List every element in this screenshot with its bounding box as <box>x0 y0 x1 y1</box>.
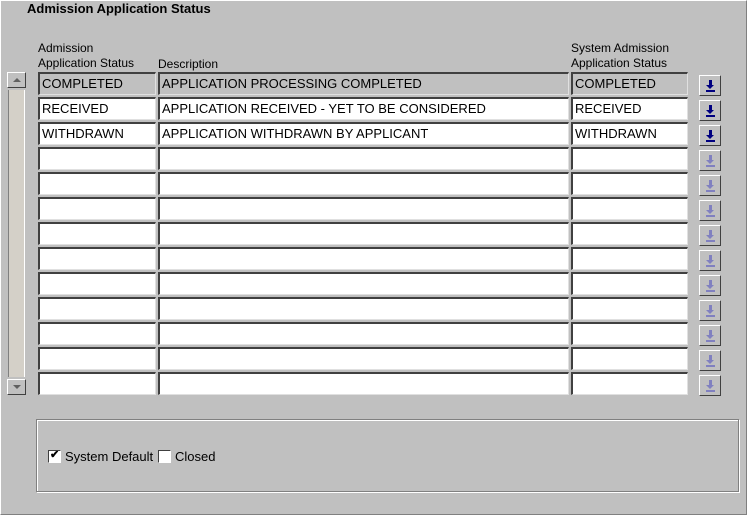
column-header-system-status <box>571 41 669 71</box>
system-status-field[interactable]: WITHDRAWN <box>571 122 688 145</box>
row-action-button[interactable] <box>699 200 721 221</box>
row-action-button[interactable] <box>699 300 721 321</box>
table-row <box>0 347 747 371</box>
checkbox-box[interactable] <box>48 450 61 463</box>
header-line: Admission <box>38 41 94 55</box>
down-arrow-icon <box>706 230 715 242</box>
status-field[interactable] <box>38 222 156 245</box>
description-field[interactable]: APPLICATION RECEIVED - YET TO BE CONSIDERED <box>158 97 569 120</box>
system-status-field[interactable] <box>571 172 688 195</box>
table-row <box>0 272 747 296</box>
description-field[interactable] <box>158 247 569 270</box>
row-action-button[interactable] <box>699 275 721 296</box>
status-field[interactable] <box>38 272 156 295</box>
down-arrow-icon <box>706 80 715 92</box>
table-row <box>0 222 747 246</box>
system-status-field[interactable]: RECEIVED <box>571 97 688 120</box>
row-action-button[interactable] <box>699 250 721 271</box>
row-action-button[interactable] <box>699 150 721 171</box>
system-status-field[interactable] <box>571 372 688 395</box>
status-field[interactable] <box>38 247 156 270</box>
system-status-field[interactable] <box>571 347 688 370</box>
row-action-button[interactable] <box>699 75 721 96</box>
system-default-checkbox[interactable] <box>48 449 153 464</box>
closed-checkbox[interactable] <box>158 449 215 464</box>
system-status-field[interactable] <box>571 147 688 170</box>
check-icon: ✔ <box>50 449 60 461</box>
description-field[interactable]: APPLICATION PROCESSING COMPLETED <box>158 72 569 95</box>
header-line: Application Status <box>571 56 668 70</box>
table-row <box>0 122 747 146</box>
row-action-button[interactable] <box>699 375 721 396</box>
system-status-field[interactable] <box>571 197 688 220</box>
closed-label: Closed <box>175 449 216 464</box>
system-status-field[interactable]: COMPLETED <box>571 72 688 95</box>
system-status-field[interactable] <box>571 297 688 320</box>
table-row <box>0 322 747 346</box>
table-row <box>0 97 747 121</box>
down-arrow-icon <box>706 180 715 192</box>
down-arrow-icon <box>706 305 715 317</box>
status-field[interactable] <box>38 197 156 220</box>
down-arrow-icon <box>706 355 715 367</box>
system-status-field[interactable] <box>571 322 688 345</box>
down-arrow-icon <box>706 280 715 292</box>
description-field[interactable] <box>158 322 569 345</box>
status-field[interactable]: RECEIVED <box>38 97 156 120</box>
system-default-label: System Default <box>65 449 154 464</box>
table-row <box>0 172 747 196</box>
down-arrow-icon <box>706 380 715 392</box>
table-row <box>0 247 747 271</box>
description-field[interactable] <box>158 222 569 245</box>
row-action-button[interactable] <box>699 175 721 196</box>
column-header-status <box>38 41 134 71</box>
row-action-button[interactable] <box>699 350 721 371</box>
down-arrow-icon <box>706 155 715 167</box>
description-field[interactable] <box>158 147 569 170</box>
description-field[interactable]: APPLICATION WITHDRAWN BY APPLICANT <box>158 122 569 145</box>
description-field[interactable] <box>158 347 569 370</box>
system-status-field[interactable] <box>571 222 688 245</box>
status-field[interactable] <box>38 322 156 345</box>
row-action-button[interactable] <box>699 325 721 346</box>
checkbox-box[interactable] <box>158 450 171 463</box>
status-field[interactable] <box>38 347 156 370</box>
status-field[interactable] <box>38 297 156 320</box>
header-line: Application Status <box>38 56 135 70</box>
status-field[interactable]: WITHDRAWN <box>38 122 156 145</box>
description-field[interactable] <box>158 272 569 295</box>
description-field[interactable] <box>158 372 569 395</box>
status-field[interactable] <box>38 372 156 395</box>
description-field[interactable] <box>158 197 569 220</box>
row-action-button[interactable] <box>699 225 721 246</box>
row-action-button[interactable] <box>699 100 721 121</box>
down-arrow-icon <box>706 330 715 342</box>
status-field[interactable] <box>38 172 156 195</box>
status-field[interactable]: COMPLETED <box>38 72 156 95</box>
table-row <box>0 297 747 321</box>
header-line: System Admission <box>571 41 670 55</box>
system-status-field[interactable] <box>571 247 688 270</box>
down-arrow-icon <box>706 255 715 267</box>
table-row <box>0 72 747 96</box>
system-status-field[interactable] <box>571 272 688 295</box>
page-title: Admission Application Status <box>27 1 211 16</box>
description-field[interactable] <box>158 172 569 195</box>
column-header-description: Description <box>158 57 219 71</box>
down-arrow-icon <box>706 205 715 217</box>
table-row <box>0 197 747 221</box>
table-row <box>0 147 747 171</box>
description-field[interactable] <box>158 297 569 320</box>
table-row <box>0 372 747 396</box>
down-arrow-icon <box>706 130 715 142</box>
row-action-button[interactable] <box>699 125 721 146</box>
down-arrow-icon <box>706 105 715 117</box>
status-field[interactable] <box>38 147 156 170</box>
